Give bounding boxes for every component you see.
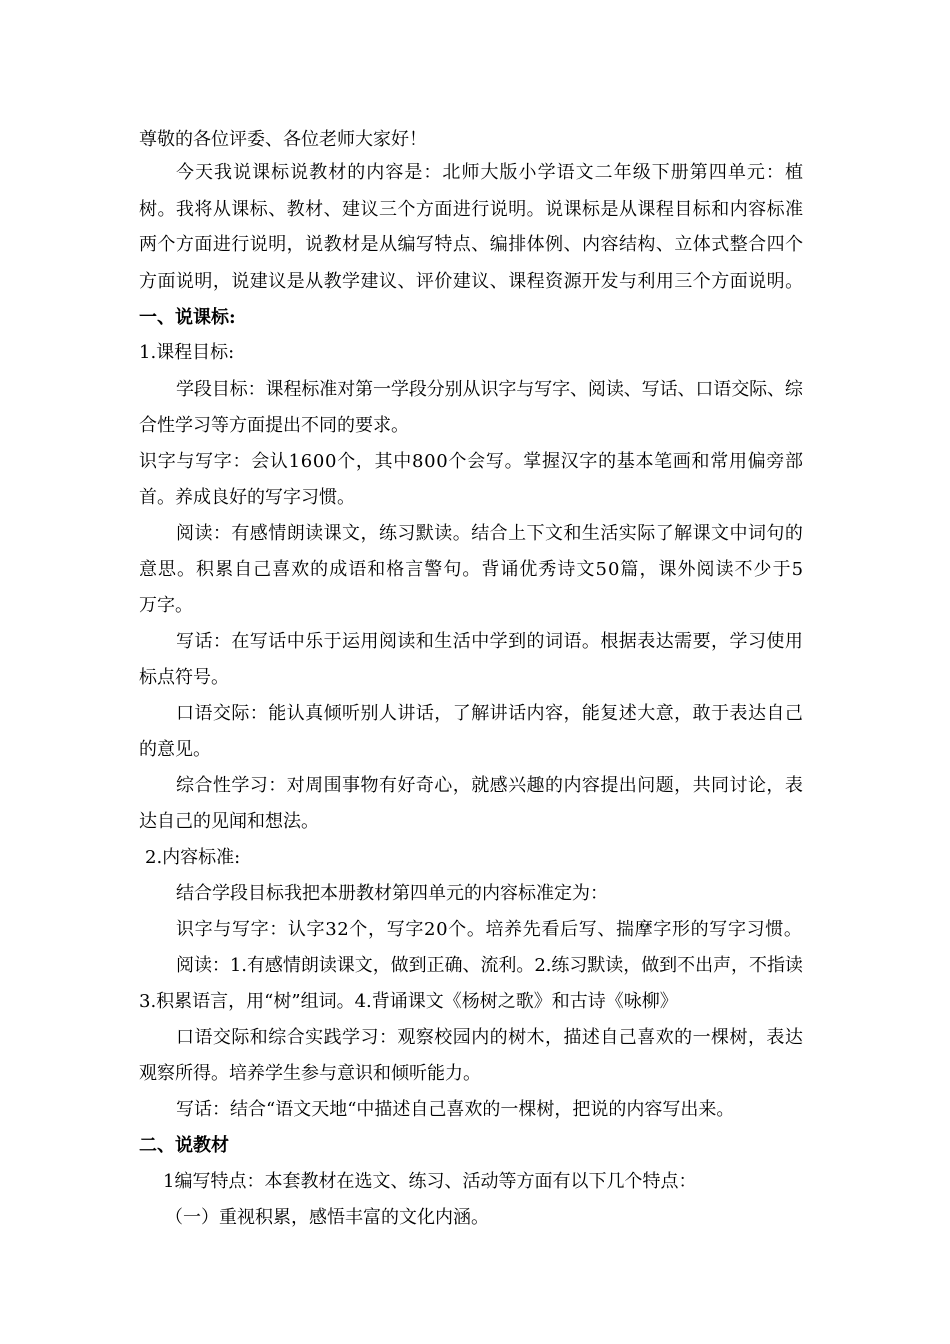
content-standards-intro: 结合学段目标我把本册教材第四单元的内容标准定为： <box>176 883 608 904</box>
intro-line-3: 两个方面进行说明，说教材是从编写特点、编排体例、内容结构、立体式整合四个 <box>139 234 804 255</box>
subheading-course-goals: 1.课程目标: <box>139 342 235 363</box>
unit-oral-line-1: 口语交际和综合实践学习：观察校园内的树木，描述自己喜欢的一棵树，表达 <box>176 1027 804 1048</box>
feature-one-line: （一）重视积累，感悟丰富的文化内涵。 <box>165 1207 489 1228</box>
comprehensive-line-2: 达自己的见闻和想法。 <box>139 811 319 832</box>
greeting-line: 尊敬的各位评委、各位老师大家好！ <box>139 129 427 150</box>
stage-goals-line-2: 合性学习等方面提出不同的要求。 <box>139 415 409 436</box>
unit-oral-line-2: 观察所得。培养学生参与意识和倾听能力。 <box>139 1063 481 1084</box>
oral-line-2: 的意见。 <box>139 739 211 760</box>
comprehensive-line-1: 综合性学习：对周围事物有好奇心，就感兴趣的内容提出问题，共同讨论，表 <box>176 775 804 796</box>
stage-goals-line-1: 学段目标：课程标准对第一学段分别从识字与写字、阅读、写话、口语交际、综 <box>176 379 803 400</box>
section-heading-curriculum: 一、说课标: <box>139 307 236 328</box>
intro-line-4: 方面说明，说建议是从教学建议、评价建议、课程资源开发与利用三个方面说明。 <box>139 271 804 292</box>
intro-line-2: 树。我将从课标、教材、建议三个方面进行说明。说课标是从课程目标和内容标准 <box>139 199 804 220</box>
literacy-line-2: 首。养成良好的写字习惯。 <box>139 487 355 508</box>
oral-line-1: 口语交际：能认真倾听别人讲话，了解讲话内容，能复述大意，敢于表达自己 <box>176 703 804 724</box>
writing-line-2: 标点符号。 <box>139 667 229 688</box>
literacy-line-1: 识字与写字：会认1600个，其中800个会写。掌握汉字的基本笔画和常用偏旁部 <box>139 451 804 472</box>
unit-writing-line: 写话：结合“语文天地“中描述自己喜欢的一棵树，把说的内容写出来。 <box>176 1099 735 1120</box>
compile-features-line: 1编写特点：本套教材在选文、练习、活动等方面有以下几个特点： <box>163 1171 697 1192</box>
reading-line-2: 意思。积累自己喜欢的成语和格言警句。背诵优秀诗文50篇，课外阅读不少于5 <box>139 559 805 580</box>
reading-line-1: 阅读：有感情朗读课文，练习默读。结合上下文和生活实际了解课文中词句的 <box>176 523 804 544</box>
reading-line-3: 万字。 <box>139 595 193 616</box>
writing-line-1: 写话：在写话中乐于运用阅读和生活中学到的词语。根据表达需要，学习使用 <box>176 631 804 652</box>
unit-reading-line-2: 3.积累语言，用“树”组词。4.背诵课文《杨树之歌》和古诗《咏柳》 <box>139 991 678 1012</box>
intro-line-1: 今天我说课标说教材的内容是：北师大版小学语文二年级下册第四单元：植 <box>176 162 804 183</box>
unit-literacy-line: 识字与写字：认字32个，写字20个。培养先看后写、揣摩字形的写字习惯。 <box>176 919 803 940</box>
subheading-content-standards: 2.内容标准: <box>145 847 241 868</box>
unit-reading-line-1: 阅读：1.有感情朗读课文，做到正确、流利。2.练习默读，做到不出声，不指读 <box>176 955 803 976</box>
section-heading-textbook: 二、说教材 <box>139 1135 229 1156</box>
